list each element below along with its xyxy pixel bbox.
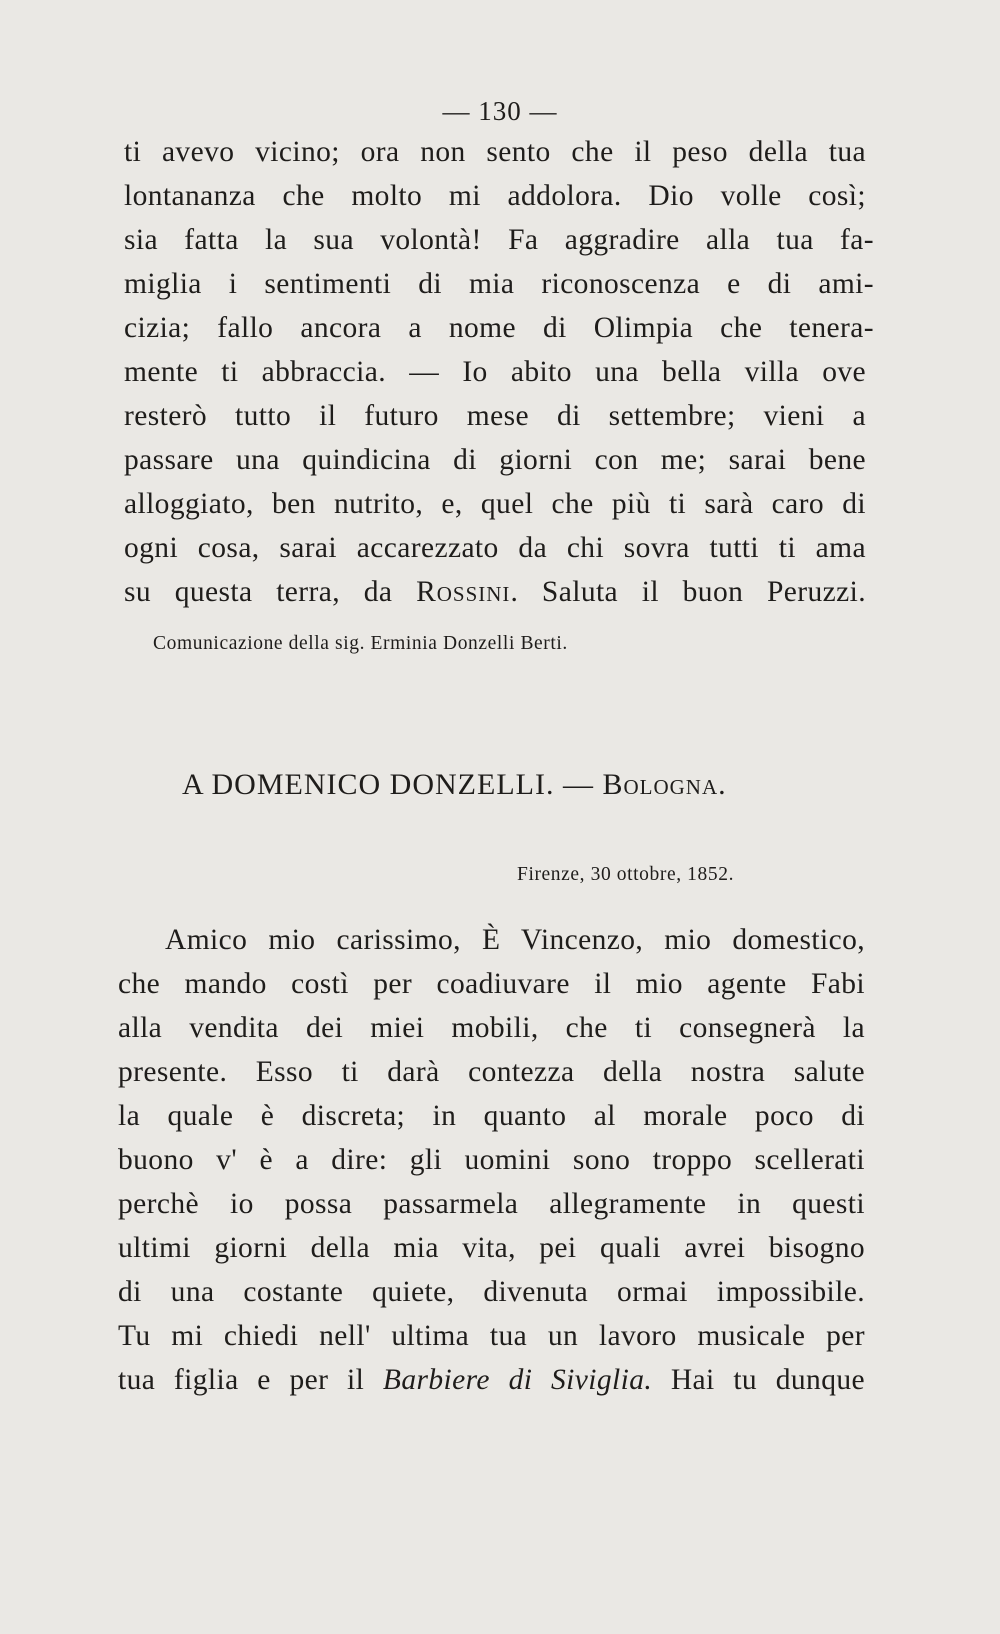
- text-line: che mando costì per coadiuvare il mio agente Fabi: [118, 968, 865, 1000]
- text-line: cizia; fallo ancora a nome di Olimpia che tenera-: [124, 312, 874, 344]
- text-fragment: tua figlia e per il: [118, 1364, 383, 1396]
- text-line: resterò tutto il futuro mese di settembre; vieni a: [124, 400, 866, 432]
- text-line: la quale è discreta; in quanto al morale poco di: [118, 1100, 865, 1132]
- text-line: ogni cosa, sarai accarezzato da chi sovra tutti ti ama: [124, 532, 866, 564]
- text-line: lontananza che molto mi addolora. Dio volle così;: [124, 180, 866, 212]
- text-fragment: su questa terra, da: [124, 576, 417, 608]
- signature-rossini: Rossini: [416, 576, 511, 608]
- text-line: ti avevo vicino; ora non sento che il peso della tua: [124, 136, 866, 168]
- dateline: Firenze, 30 ottobre, 1852.: [517, 864, 735, 885]
- recipient: A DOMENICO DONZELLI. —: [182, 768, 603, 801]
- text-line-last: [118, 1364, 865, 1397]
- page-number: — 130 —: [442, 96, 558, 126]
- text-line: mente ti abbraccia. — Io abito una bella villa ove: [124, 356, 866, 388]
- text-line: di una costante quiete, divenuta ormai impossibile.: [118, 1276, 865, 1308]
- text-line: alla vendita dei miei mobili, che ti consegnerà la: [118, 1012, 865, 1044]
- text-line: Amico mio carissimo, È Vincenzo, mio domestico,: [165, 924, 865, 956]
- text-line: presente. Esso ti darà contezza della nostra salute: [118, 1056, 865, 1088]
- recipient-city: Bologna.: [602, 768, 727, 801]
- text-line: perchè io possa passarmela allegramente in questi: [118, 1188, 865, 1220]
- text-line: passare una quindicina di giorni con me; sarai bene: [124, 444, 866, 476]
- text-line: ultimi giorni della mia vita, pei quali avrei bisogno: [118, 1232, 865, 1264]
- text-line: sia fatta la sua volontà! Fa aggradire alla tua fa-: [124, 224, 874, 256]
- text-line: buono v' è a dire: gli uomini sono troppo scellerati: [118, 1144, 865, 1176]
- opera-title: Barbiere di Siviglia.: [382, 1364, 653, 1396]
- text-fragment: . Saluta il buon Peruzzi.: [510, 576, 866, 608]
- text-line: Tu mi chiedi nell' ultima tua un lavoro musicale per: [118, 1320, 865, 1352]
- text-line: miglia i sentimenti di mia riconoscenza e di ami-: [124, 268, 874, 300]
- text-line-last: [124, 576, 866, 609]
- source-note: Comunicazione della sig. Erminia Donzelli Berti.: [153, 633, 568, 654]
- text-fragment: Hai tu dunque: [652, 1364, 866, 1396]
- text-line: alloggiato, ben nutrito, e, quel che più ti sarà caro di: [124, 488, 866, 520]
- letter-heading: [182, 768, 727, 802]
